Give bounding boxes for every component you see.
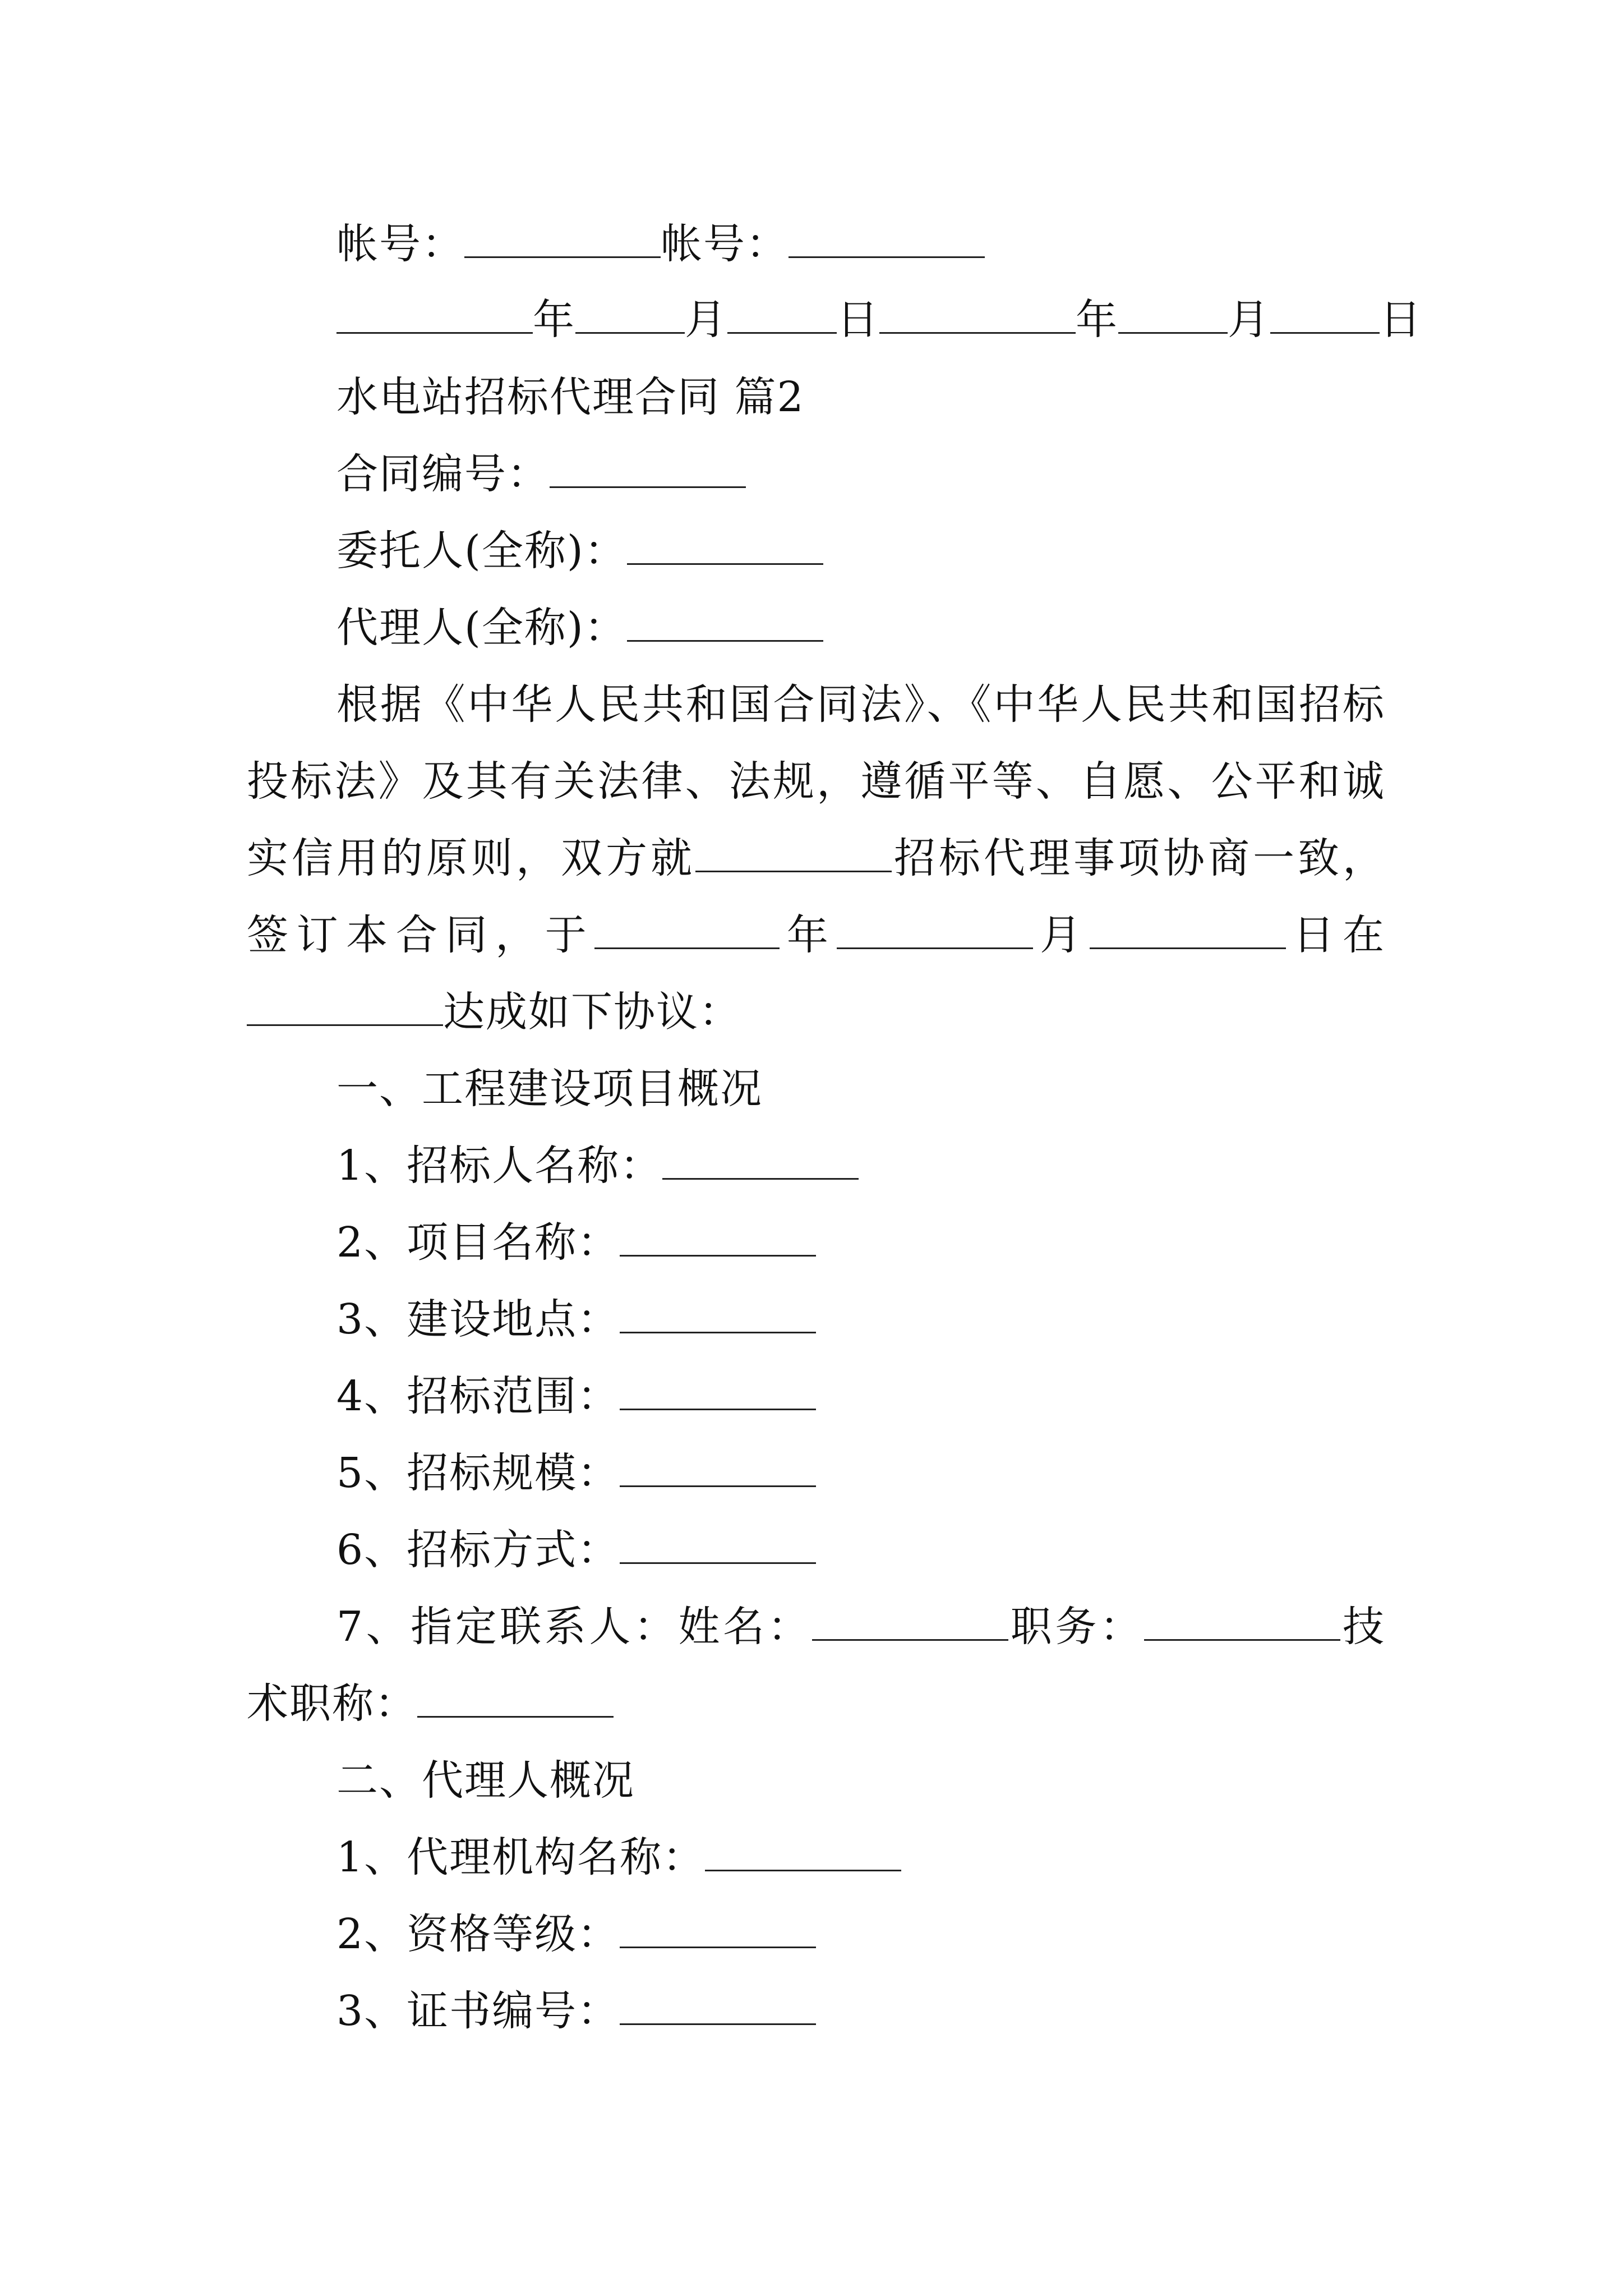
year-blank-1 bbox=[336, 293, 533, 334]
item-method-label: 6、招标方式： bbox=[336, 1526, 620, 1574]
item-scale-label: 5、招标规模： bbox=[336, 1449, 620, 1497]
item-scale bbox=[336, 1445, 1385, 1501]
month-label-2: 月 bbox=[1228, 296, 1270, 344]
item-qualification-blank bbox=[620, 1907, 816, 1948]
heading-agent-overview: 二、代理人概况 bbox=[336, 1756, 635, 1805]
item-contact-title-label: 职务： bbox=[1008, 1603, 1145, 1651]
item-contact-name-blank bbox=[812, 1600, 1008, 1641]
section-title: 水电站招标代理合同 篇2 bbox=[336, 373, 805, 421]
account-line bbox=[336, 216, 1385, 272]
item-location-label: 3、建设地点： bbox=[336, 1295, 620, 1343]
paragraph-row-3 bbox=[247, 830, 1385, 886]
year-label-2: 年 bbox=[1076, 296, 1118, 344]
item-certificate-label: 3、证书编号： bbox=[336, 1987, 620, 2035]
item-qualification bbox=[336, 1906, 1385, 1962]
agent-blank bbox=[627, 601, 823, 642]
paragraph-row-4-d: 日在 bbox=[1285, 911, 1386, 959]
item-qualification-label: 2、资格等级： bbox=[336, 1910, 620, 1958]
paragraph-row-4-b: 年 bbox=[780, 911, 837, 959]
contract-number-blank bbox=[550, 447, 746, 488]
paragraph-row-4-a: 签订本合同，于 bbox=[247, 911, 595, 959]
item-contact-label: 7、指定联系人：姓名： bbox=[336, 1603, 813, 1651]
item-project-name bbox=[336, 1214, 1385, 1271]
month-label-1: 月 bbox=[685, 296, 727, 344]
account-label-2: 帐号： bbox=[661, 220, 789, 268]
paragraph-row-5 bbox=[247, 984, 1385, 1040]
paragraph-blank-day bbox=[1090, 908, 1286, 949]
agent-label: 代理人(全称)： bbox=[336, 604, 627, 652]
item-project-name-label: 2、项目名称： bbox=[336, 1218, 620, 1267]
principal-blank bbox=[627, 524, 823, 565]
contract-number-line bbox=[336, 446, 1385, 502]
item-contact-tech-label: 技 bbox=[1340, 1603, 1385, 1651]
item-tech-title-label: 术职称： bbox=[247, 1680, 417, 1728]
paragraph-blank-year bbox=[594, 908, 780, 949]
item-tenderer-name-blank bbox=[662, 1139, 859, 1180]
paragraph-row-1: 根据《中华人民共和国合同法》、《中华人民共和国招标 bbox=[336, 680, 1385, 729]
paragraph-row-5-text: 达成如下协议： bbox=[443, 988, 741, 1036]
item-agency-name-label: 1、代理机构名称： bbox=[336, 1833, 706, 1881]
paragraph-blank-month bbox=[837, 908, 1033, 949]
account-blank-2 bbox=[789, 217, 985, 258]
item-method bbox=[336, 1522, 1385, 1578]
item-contact bbox=[336, 1599, 1385, 1655]
account-blank-1 bbox=[464, 217, 661, 258]
item-scale-blank bbox=[620, 1446, 816, 1487]
item-method-blank bbox=[620, 1523, 816, 1564]
paragraph-row-3-b: 招标代理事项协商一致， bbox=[892, 834, 1385, 882]
item-agency-name bbox=[336, 1829, 1385, 1885]
account-label-1: 帐号： bbox=[336, 220, 464, 268]
item-contact-row-2 bbox=[247, 1676, 1385, 1732]
item-location-blank bbox=[620, 1292, 816, 1333]
item-contact-title-blank bbox=[1144, 1600, 1340, 1641]
item-agency-name-blank bbox=[705, 1830, 901, 1871]
principal-label: 委托人(全称)： bbox=[336, 527, 627, 575]
item-certificate-blank bbox=[620, 1984, 816, 2025]
item-location bbox=[336, 1291, 1385, 1347]
year-blank-2 bbox=[879, 293, 1076, 334]
item-scope-label: 4、招标范围： bbox=[336, 1372, 620, 1420]
day-blank-2 bbox=[1270, 293, 1380, 334]
date-line bbox=[336, 292, 1422, 348]
item-tech-title-blank bbox=[417, 1677, 614, 1718]
agent-line bbox=[336, 600, 1385, 656]
paragraph-row-2: 投标法》及其有关法律、法规，遵循平等、自愿、公平和诚 bbox=[247, 757, 1385, 806]
paragraph-row-3-a: 实信用的原则，双方就 bbox=[247, 834, 695, 882]
paragraph-blank-project bbox=[695, 831, 892, 872]
day-label-1: 日 bbox=[837, 296, 879, 344]
year-label-1: 年 bbox=[533, 296, 575, 344]
month-blank-1 bbox=[575, 293, 685, 334]
item-tenderer-name-label: 1、招标人名称： bbox=[336, 1142, 663, 1190]
item-project-name-blank bbox=[620, 1216, 816, 1257]
paragraph-blank-place bbox=[247, 985, 443, 1026]
principal-line bbox=[336, 523, 1385, 579]
month-blank-2 bbox=[1118, 293, 1228, 334]
contract-number-label: 合同编号： bbox=[336, 450, 550, 498]
paragraph-row-4 bbox=[247, 907, 1385, 963]
item-scope-blank bbox=[620, 1369, 816, 1410]
heading-project-overview: 一、工程建设项目概况 bbox=[336, 1065, 763, 1113]
item-scope bbox=[336, 1368, 1385, 1424]
item-certificate bbox=[336, 1983, 1385, 2039]
paragraph-row-4-c: 月 bbox=[1032, 911, 1090, 959]
item-tenderer-name bbox=[336, 1138, 1385, 1194]
day-label-2: 日 bbox=[1380, 296, 1422, 344]
day-blank-1 bbox=[727, 293, 837, 334]
